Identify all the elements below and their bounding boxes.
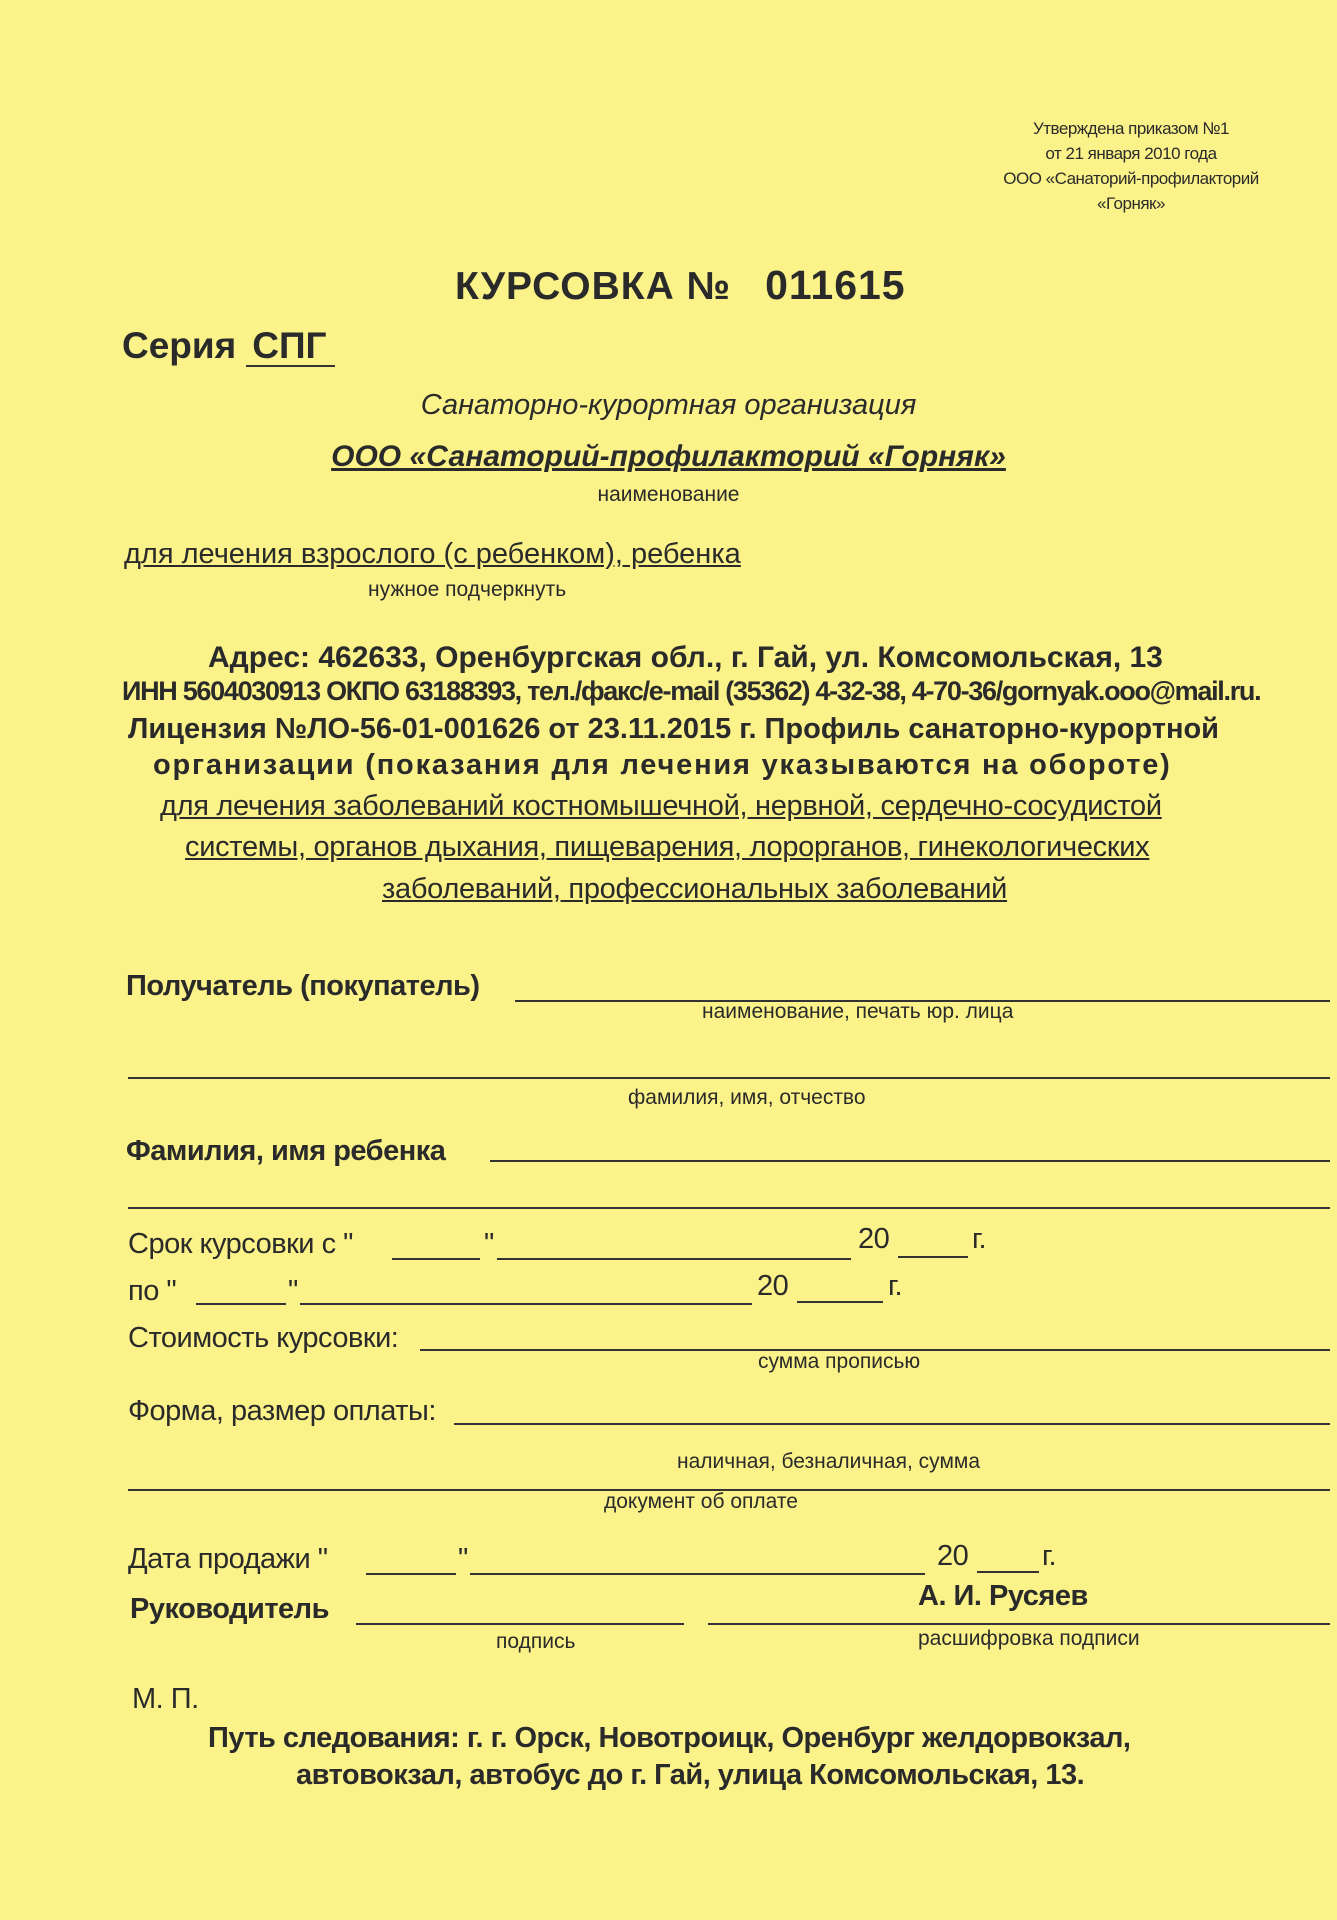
address: Адрес: 462633, Оренбургская обл., г. Гай, ул. Комсомольская, 13: [208, 641, 1163, 674]
fio-caption: фамилия, имя, отчество: [628, 1086, 866, 1109]
term-to-quote: ": [288, 1275, 298, 1307]
child-name-field[interactable]: [490, 1160, 1330, 1162]
approval-line-2: от 21 января 2010 года: [1045, 144, 1217, 163]
sale-date-quote: ": [458, 1543, 468, 1575]
decoding-caption: расшифровка подписи: [918, 1627, 1140, 1650]
signature-caption: подпись: [496, 1630, 576, 1653]
approval-line-4: «Горняк»: [1097, 194, 1165, 213]
term-to-year-field[interactable]: [797, 1301, 883, 1303]
sale-date-month-field[interactable]: [470, 1573, 925, 1575]
head-name: А. И. Русяев: [918, 1580, 1088, 1612]
illnesses-line-3: заболеваний, профессиональных заболеваний: [382, 873, 1008, 905]
approval-note: [961, 116, 1301, 216]
inn-contacts: ИНН 5604030913 ОКПО 63188393, тел./факс/e-mail (35362) 4-32-38, 4-70-36/gornyak.ooo@mail.ru.: [122, 676, 1261, 706]
term-from-day-field[interactable]: [392, 1258, 480, 1260]
series-label: Серия: [122, 325, 237, 366]
term-to-day-field[interactable]: [196, 1303, 286, 1305]
sale-date-day-field[interactable]: [366, 1573, 456, 1575]
series-value: СПГ: [246, 327, 334, 367]
term-to-year-prefix: 20: [757, 1270, 789, 1302]
profile-note: организации (показания для лечения указываются на обороте): [153, 749, 1172, 781]
document-caption: документ об оплате: [604, 1490, 798, 1513]
term-from-year-field[interactable]: [898, 1256, 968, 1258]
treatment-purpose: для лечения взрослого (с ребенком), ребенка: [124, 538, 741, 570]
illnesses-line-2: системы, органов дыхания, пищеварения, лорорганов, гинекологических: [185, 831, 1150, 863]
term-from-month-field[interactable]: [497, 1258, 851, 1260]
recipient-label: Получатель (покупатель): [126, 970, 480, 1002]
voucher-number: 011615: [765, 262, 906, 308]
license: Лицензия №ЛО-56-01-001626 от 23.11.2015 г. Профиль санаторно-курортной: [128, 713, 1220, 745]
payment-caption: наличная, безналичная, сумма: [677, 1450, 980, 1473]
term-to-label: по ": [128, 1275, 177, 1307]
title-label: КУРСОВКА №: [455, 265, 732, 308]
cost-label: Стоимость курсовки:: [128, 1322, 399, 1354]
illnesses-line-1: для лечения заболеваний костномышечной, нервной, сердечно-сосудистой: [160, 790, 1162, 822]
organization-type: Санаторно-курортная организация: [420, 389, 917, 421]
route-line-2: автовокзал, автобус до г. Гай, улица Комсомольская, 13.: [296, 1759, 1085, 1791]
organization-name: ООО «Санаторий-профилакторий «Горняк»: [331, 440, 1006, 473]
term-from-year-prefix: 20: [858, 1223, 890, 1255]
child-name-field-2[interactable]: [128, 1207, 1330, 1209]
stamp-place: М. П.: [132, 1683, 199, 1715]
payment-field[interactable]: [454, 1423, 1330, 1425]
series: [122, 325, 335, 367]
sale-date-year-prefix: 20: [937, 1540, 969, 1572]
term-from-label: Срок курсовки с ": [128, 1228, 353, 1260]
signature-field[interactable]: [356, 1623, 684, 1625]
organization-name-caption: наименование: [597, 483, 740, 506]
route-line-1: Путь следования: г. г. Орск, Новотроицк, Оренбург желдорвокзал,: [208, 1722, 1131, 1754]
signature-decoding-field: [708, 1623, 1330, 1625]
approval-line-1: Утверждена приказом №1: [1032, 119, 1230, 138]
purpose-caption: нужное подчеркнуть: [368, 578, 567, 601]
sale-date-year-field[interactable]: [977, 1571, 1039, 1573]
payment-label: Форма, размер оплаты:: [128, 1395, 436, 1427]
term-from-quote: ": [484, 1228, 494, 1260]
cost-caption: сумма прописью: [758, 1350, 921, 1373]
child-label: Фамилия, имя ребенка: [126, 1135, 446, 1167]
fio-field[interactable]: [128, 1077, 1330, 1079]
term-from-year-suffix: г.: [972, 1223, 987, 1255]
sale-date-label: Дата продажи ": [128, 1543, 328, 1575]
document-title: [455, 262, 906, 309]
approval-line-3: ООО «Санаторий-профилакторий: [1003, 169, 1259, 188]
sale-date-year-suffix: г.: [1042, 1540, 1057, 1572]
recipient-caption: наименование, печать юр. лица: [702, 1000, 1014, 1023]
head-label: Руководитель: [130, 1593, 329, 1625]
term-to-month-field[interactable]: [300, 1303, 752, 1305]
term-to-year-suffix: г.: [888, 1270, 903, 1302]
